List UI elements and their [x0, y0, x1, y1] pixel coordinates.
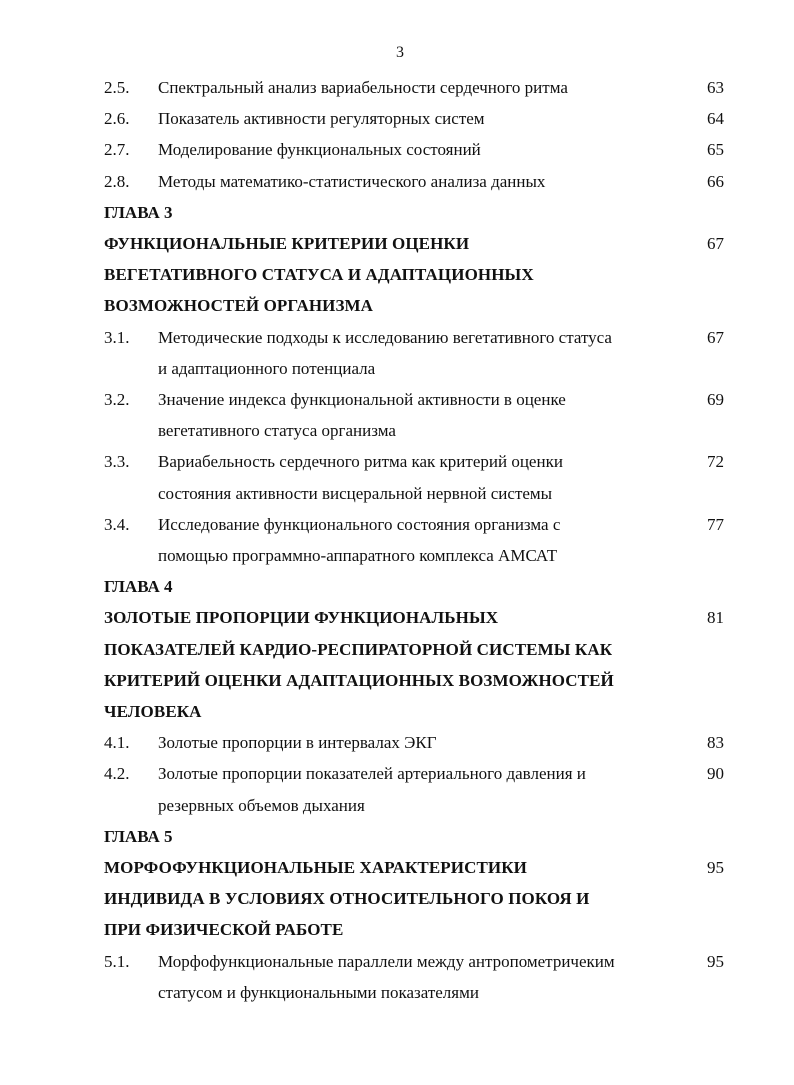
toc-entry-title: Вариабельность сердечного ритма как критерий оценки состояния активности висцеральной нервной системы	[158, 452, 563, 503]
toc-entry-number: 4.1.	[104, 733, 130, 753]
toc-entry-title: Спектральный анализ вариабельности сердечного ритма	[158, 78, 568, 97]
toc-entry-title: Моделирование функциональных состояний	[158, 140, 481, 160]
toc-entry-number: 4.2.	[104, 764, 130, 784]
toc-entry-2-6	[104, 103, 724, 134]
toc-entry-page: 83	[707, 733, 724, 753]
toc-entry-number: 2.6.	[104, 109, 130, 129]
toc-entry-title: Золотые пропорции показателей артериального давления и резервных объемов дыхания	[158, 764, 586, 815]
toc-entry-title: Значение индекса функциональной активности в оценке вегетативного статуса организма	[158, 390, 566, 441]
toc-entry-page: 64	[707, 109, 724, 129]
toc-entry-page: 72	[707, 452, 724, 472]
toc-entry-title: Методы математико-статистического анализа данных	[158, 171, 546, 191]
toc-entry-page: 66	[707, 171, 724, 191]
toc-entry-number: 3.4.	[104, 514, 130, 534]
toc-entry-page: 65	[707, 140, 724, 160]
page-number: 3	[396, 44, 404, 61]
chapter-3-title: ФУНКЦИОНАЛЬНЫЕ КРИТЕРИИ ОЦЕНКИ ВЕГЕТАТИВНОГО СТАТУСА И АДАПТАЦИОННЫХ ВОЗМОЖНОСТЕЙ ОРГАНИЗМА	[104, 234, 534, 316]
toc-entry-number: 5.1.	[104, 951, 130, 971]
chapter-4-page: 81	[707, 608, 724, 628]
chapter-4-title: ЗОЛОТЫЕ ПРОПОРЦИИ ФУНКЦИОНАЛЬНЫХ ПОКАЗАТЕЛЕЙ КАРДИО-РЕСПИРАТОРНОЙ СИСТЕМЫ КАК КРИТЕРИЙ ОЦЕНКИ АДАПТАЦИОННЫХ ВОЗМОЖНОСТЕЙ ЧЕЛОВЕКА	[104, 608, 614, 722]
toc-entry-number: 2.5.	[104, 78, 130, 97]
toc-entry-page: 77	[707, 514, 724, 534]
toc-entry-3-2	[104, 384, 724, 446]
chapter-4-heading	[104, 602, 724, 727]
toc-entry-title: Морфофункциональные параллели между антропометричеким статусом и функциональными показателями	[158, 951, 615, 1002]
chapter-5-page: 95	[707, 858, 724, 878]
toc-entry-page: 90	[707, 764, 724, 784]
toc-entry-page: 63	[707, 78, 724, 97]
chapter-5-label: ГЛАВА 5	[104, 826, 173, 846]
toc-entry-number: 3.2.	[104, 390, 130, 410]
table-of-contents	[104, 72, 724, 1008]
toc-entry-3-3	[104, 446, 724, 508]
toc-entry-2-8	[104, 166, 724, 197]
toc-entry-page: 95	[707, 951, 724, 971]
toc-entry-title: Золотые пропорции в интервалах ЭКГ	[158, 733, 437, 753]
toc-entry-4-1	[104, 727, 724, 758]
toc-entry-4-2	[104, 758, 724, 820]
chapter-3-page: 67	[707, 234, 724, 254]
toc-entry-title: Показатель активности регуляторных систем	[158, 109, 485, 129]
chapter-5-title: МОРФОФУНКЦИОНАЛЬНЫЕ ХАРАКТЕРИСТИКИ ИНДИВИДА В УСЛОВИЯХ ОТНОСИТЕЛЬНОГО ПОКОЯ И ПРИ ФИЗИЧЕСКОЙ РАБОТЕ	[104, 858, 590, 940]
toc-entry-title: Методические подходы к исследованию вегетативного статуса и адаптационного потенциала	[158, 327, 612, 378]
toc-entry-5-1	[104, 946, 724, 1008]
toc-entry-2-5	[104, 72, 724, 103]
chapter-4-label: ГЛАВА 4	[104, 577, 173, 597]
toc-entry-number: 3.3.	[104, 452, 130, 472]
toc-entry-page: 67	[707, 327, 724, 347]
toc-entry-title: Исследование функционального состояния организма с помощью программно-аппаратного комплекса АМСАТ	[158, 514, 561, 566]
toc-entry-number: 3.1.	[104, 327, 130, 347]
chapter-3-heading	[104, 228, 724, 322]
toc-entry-2-7	[104, 134, 724, 165]
chapter-5-heading	[104, 852, 724, 946]
toc-entry-number: 2.8.	[104, 171, 130, 191]
toc-entry-number: 2.7.	[104, 140, 130, 160]
toc-entry-3-1	[104, 322, 724, 384]
toc-entry-page: 69	[707, 390, 724, 410]
chapter-3-label: ГЛАВА 3	[104, 202, 173, 222]
toc-entry-3-4	[104, 509, 724, 571]
